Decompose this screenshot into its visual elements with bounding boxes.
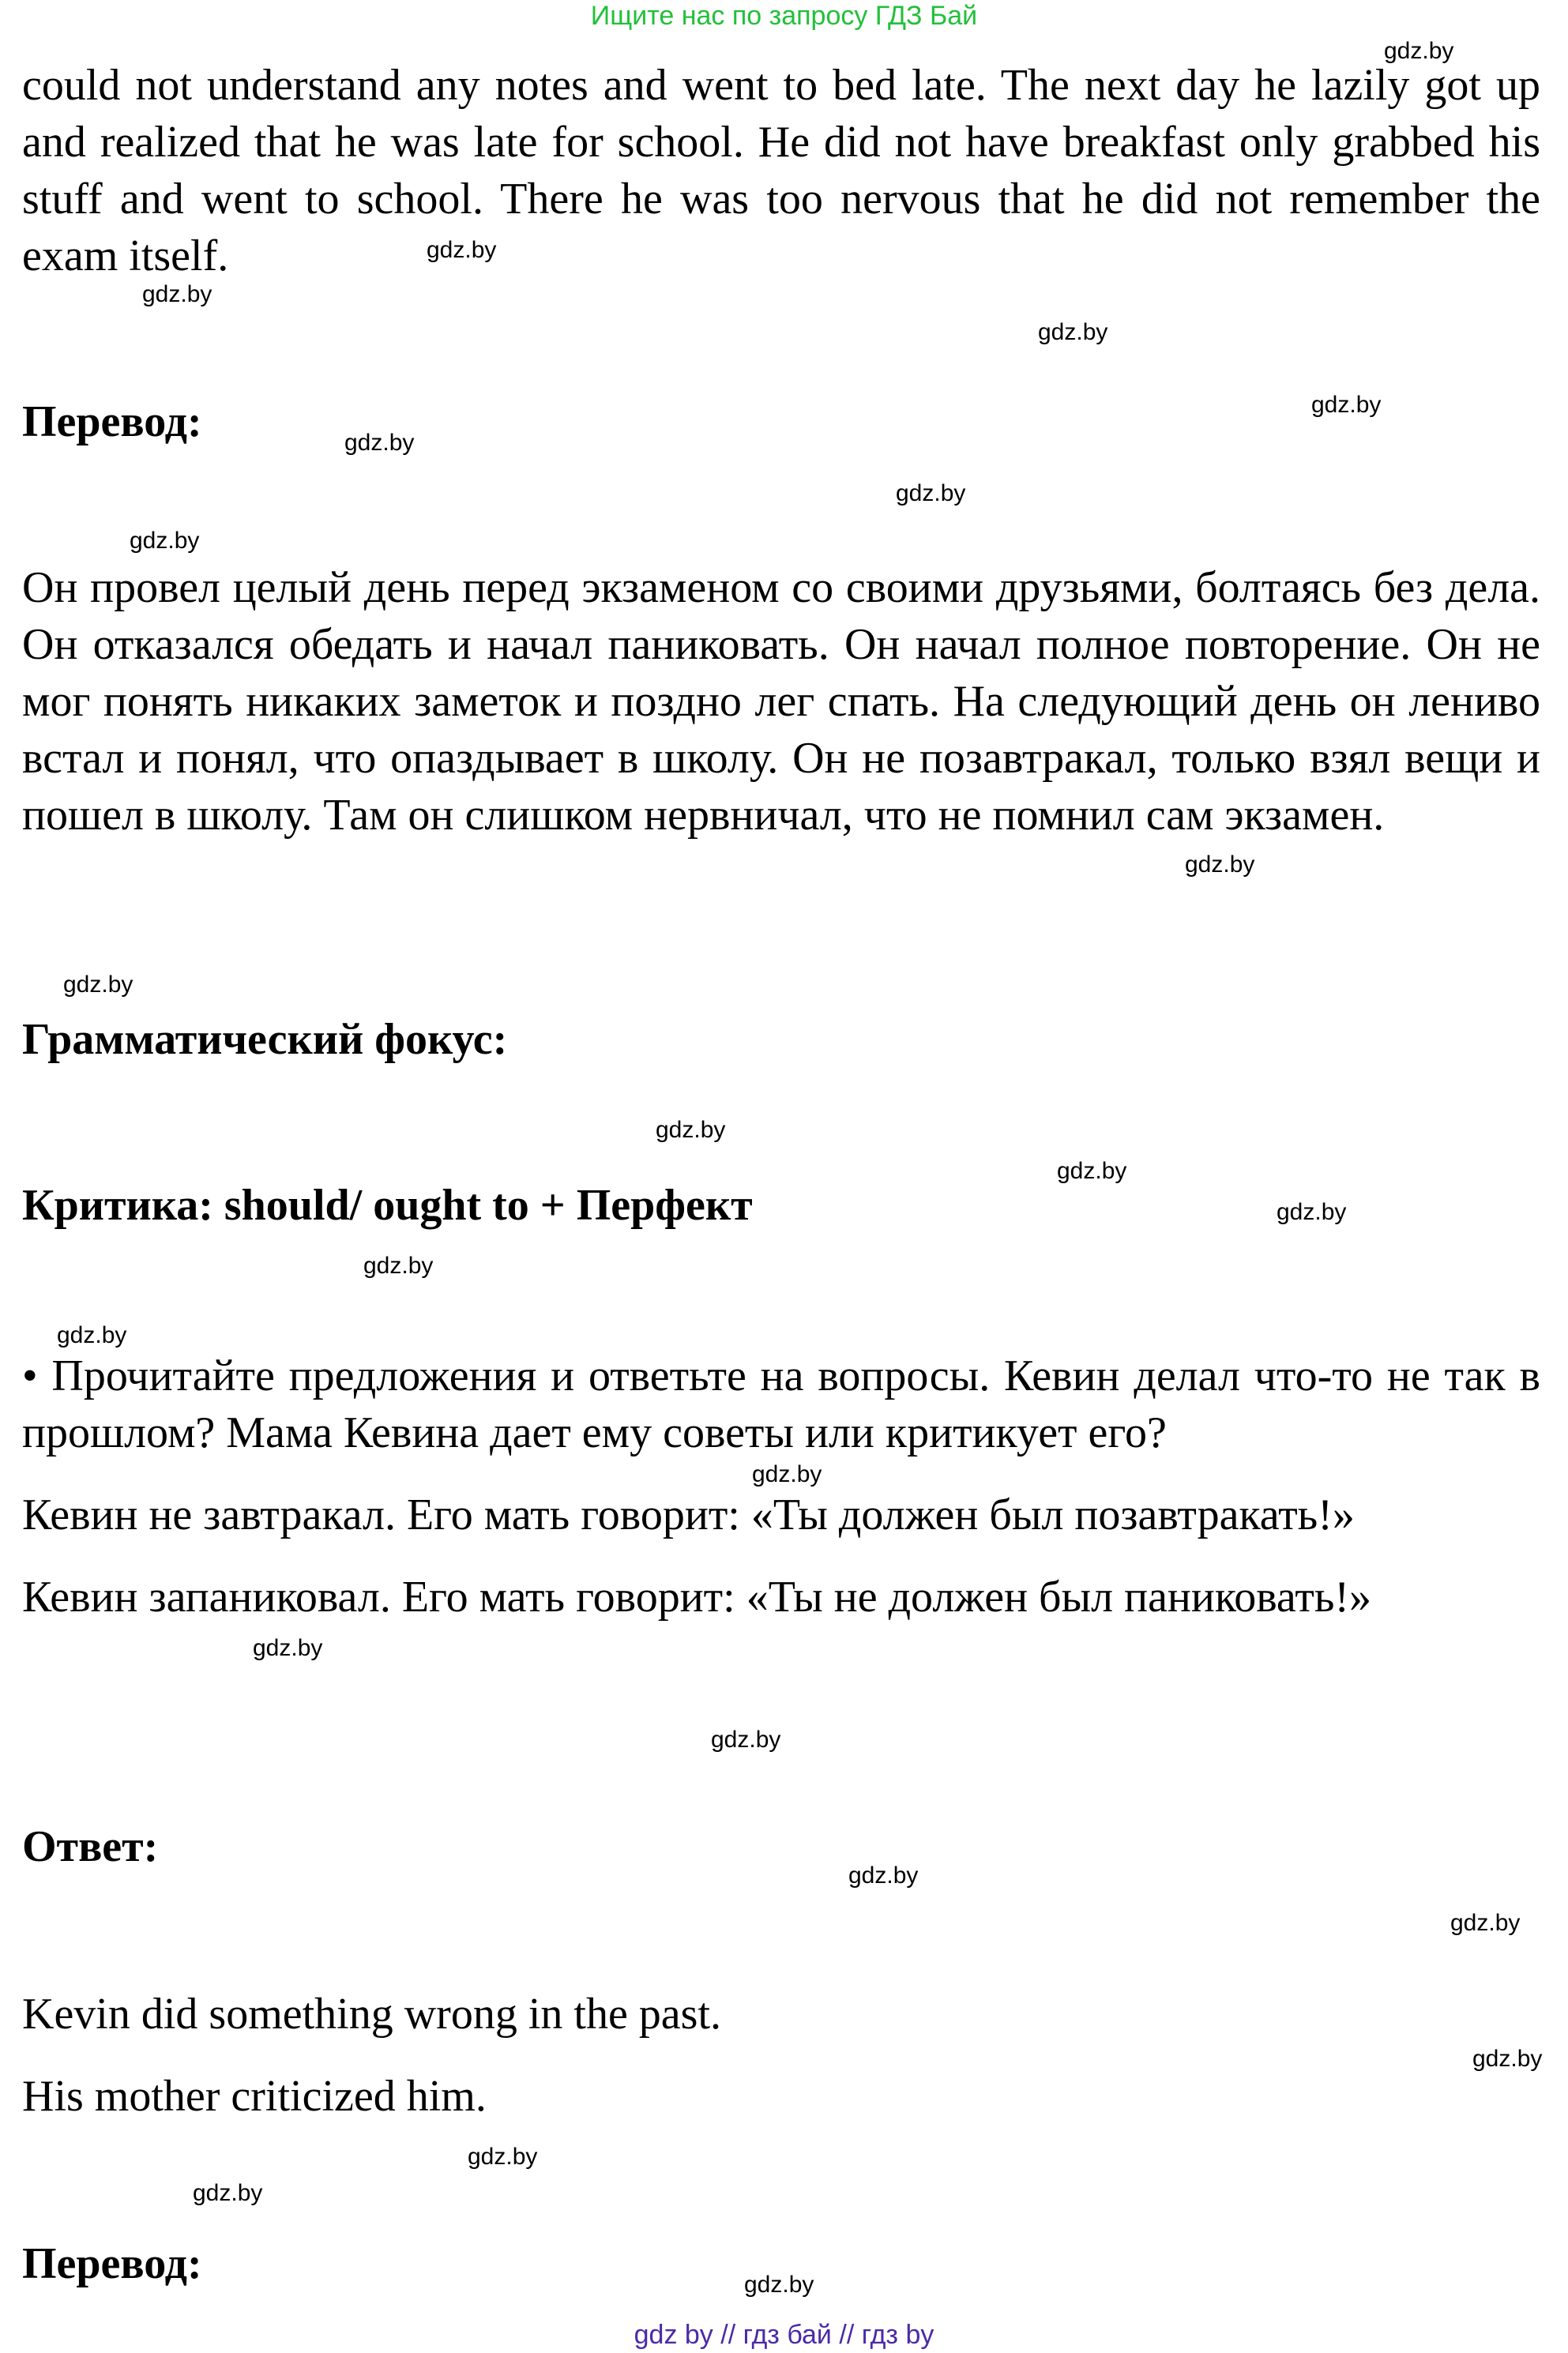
watermark: gdz.by — [363, 1253, 434, 1279]
watermark: gdz.by — [711, 1727, 781, 1753]
english-paragraph: could not understand any notes and went to bed late. The next day he lazily got up and realized that he was late for school. He did not have breakfast only grabbed his stuff and went to school. There he was too nervous that he did not remember the exam itself. — [22, 61, 1540, 280]
example-sentence: Кевин не завтракал. Его мать говорит: «Ты должен был позавтракать!» — [22, 1490, 1355, 1539]
answer-sentence: Kevin did something wrong in the past. — [22, 1990, 722, 2039]
watermark: gdz.by — [1450, 1910, 1521, 1936]
watermark: gdz.by — [744, 2272, 814, 2298]
watermark: gdz.by — [193, 2180, 263, 2206]
example-sentence: Кевин запаниковал. Его мать говорит: «Ты не должен был паниковать!» — [22, 1573, 1371, 1622]
critique-heading: Критика: should/ ought to + Перфект — [22, 1181, 753, 1230]
watermark: gdz.by — [468, 2144, 538, 2170]
watermark: gdz.by — [142, 281, 212, 307]
russian-paragraph: Он провел целый день перед экзаменом со своими друзьями, болтаясь без дела. Он отказался обедать и начал паниковать. Он начал полное повторение. Он не мог понять никаких заметок и поздно лег спать. На следующий день он лениво встал и понял, что опаздывает в школу. Он не позавтракал, только взял вещи и пошел в школу. Там он слишком нервничал, что не помнил сам экзамен. — [22, 563, 1540, 840]
watermark: gdz.by — [63, 972, 133, 998]
footer-links[interactable]: gdz by // гдз бай // гдз by — [634, 2320, 934, 2350]
watermark: gdz.by — [253, 1635, 323, 1661]
watermark: gdz.by — [1472, 2046, 1543, 2072]
translation-heading: Перевод: — [22, 2239, 202, 2288]
watermark: gdz.by — [1185, 851, 1255, 878]
watermark: gdz.by — [1384, 38, 1454, 64]
translation-heading: Перевод: — [22, 397, 202, 446]
answer-heading: Ответ: — [22, 1822, 159, 1871]
watermark: gdz.by — [896, 480, 966, 506]
answer-sentence: His mother criticized him. — [22, 2072, 487, 2121]
task-paragraph: • Прочитайте предложения и ответьте на вопросы. Кевин делал что-то не так в прошлом? Мама Кевина дает ему советы или критикует его? — [22, 1351, 1540, 1457]
watermark: gdz.by — [1277, 1199, 1347, 1225]
watermark: gdz.by — [57, 1322, 127, 1348]
grammar-focus-heading: Грамматический фокус: — [22, 1015, 508, 1064]
watermark: gdz.by — [427, 237, 497, 263]
watermark: gdz.by — [1311, 392, 1382, 418]
watermark: gdz.by — [656, 1117, 726, 1143]
watermark: gdz.by — [344, 430, 415, 456]
top-banner-link[interactable]: Ищите нас по запросу ГДЗ Бай — [590, 1, 978, 31]
watermark: gdz.by — [1057, 1158, 1127, 1184]
watermark: gdz.by — [130, 528, 200, 554]
watermark: gdz.by — [1038, 319, 1108, 345]
watermark: gdz.by — [752, 1461, 822, 1487]
watermark: gdz.by — [848, 1862, 919, 1889]
